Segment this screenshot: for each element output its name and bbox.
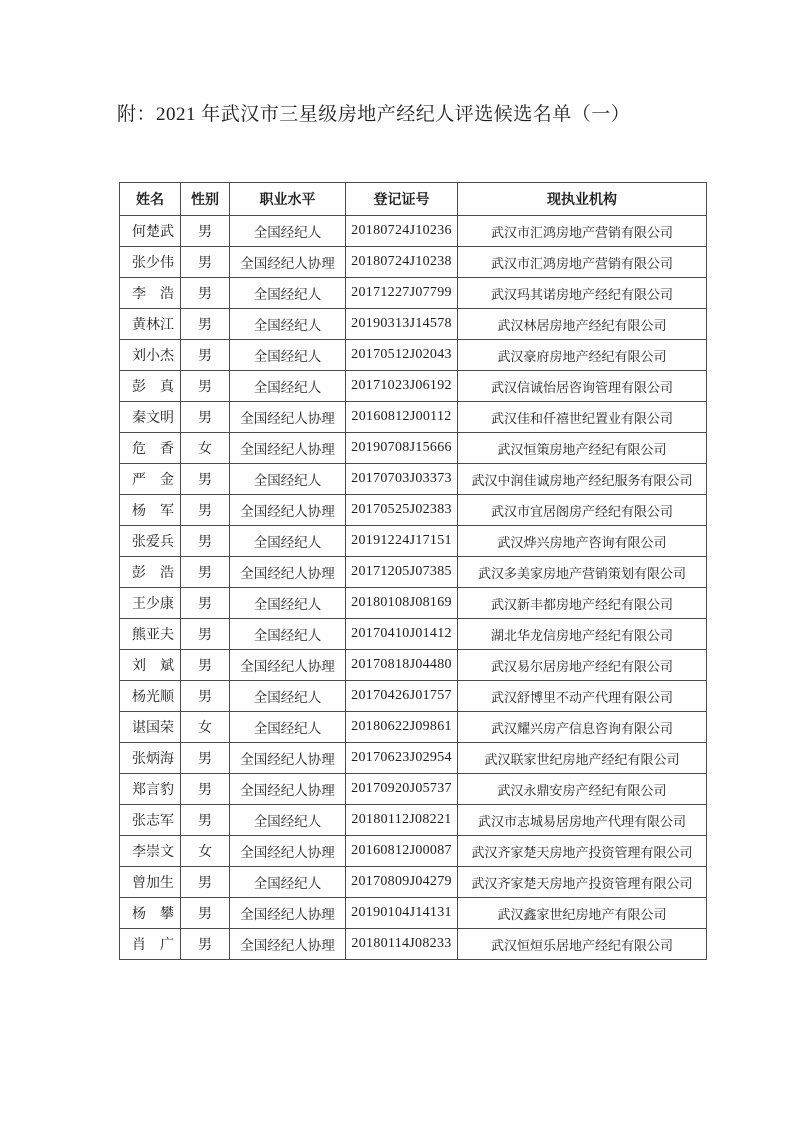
header-cell-level: 职业水平 <box>230 183 346 216</box>
cell-gender: 男 <box>181 216 230 247</box>
table-row <box>120 681 707 712</box>
header-cell-regno: 登记证号 <box>346 183 458 216</box>
cell-gender: 男 <box>181 929 230 960</box>
cell-agency: 武汉联家世纪房地产经纪有限公司 <box>458 743 707 774</box>
cell-agency: 武汉多美家房地产营销策划有限公司 <box>458 557 707 588</box>
cell-regno: 20170623J02954 <box>346 743 458 774</box>
cell-gender: 男 <box>181 309 230 340</box>
cell-level: 全国经纪人协理 <box>230 650 346 681</box>
cell-regno: 20180724J10236 <box>346 216 458 247</box>
cell-gender: 男 <box>181 402 230 433</box>
cell-gender: 女 <box>181 433 230 464</box>
cell-agency: 武汉玛其诺房地产经纪有限公司 <box>458 278 707 309</box>
cell-agency: 武汉市汇鸿房地产营销有限公司 <box>458 247 707 278</box>
table-row <box>120 371 707 402</box>
cell-gender: 男 <box>181 898 230 929</box>
cell-name: 刘小杰 <box>120 340 181 371</box>
cell-gender: 男 <box>181 681 230 712</box>
cell-name: 张志军 <box>120 805 181 836</box>
cell-regno: 20170818J04480 <box>346 650 458 681</box>
cell-name: 杨 攀 <box>120 898 181 929</box>
cell-agency: 武汉耀兴房产信息咨询有限公司 <box>458 712 707 743</box>
cell-name: 张爱兵 <box>120 526 181 557</box>
cell-name: 郑言豹 <box>120 774 181 805</box>
cell-name: 严 金 <box>120 464 181 495</box>
cell-name: 肖 广 <box>120 929 181 960</box>
cell-agency: 武汉舒博里不动产代理有限公司 <box>458 681 707 712</box>
cell-name: 王少康 <box>120 588 181 619</box>
cell-regno: 20160812J00112 <box>346 402 458 433</box>
cell-regno: 20180108J08169 <box>346 588 458 619</box>
cell-regno: 20171227J07799 <box>346 278 458 309</box>
table-row <box>120 929 707 960</box>
cell-agency: 武汉烨兴房地产咨询有限公司 <box>458 526 707 557</box>
table-row <box>120 433 707 464</box>
cell-regno: 20190313J14578 <box>346 309 458 340</box>
cell-level: 全国经纪人 <box>230 309 346 340</box>
cell-gender: 男 <box>181 588 230 619</box>
cell-level: 全国经纪人 <box>230 371 346 402</box>
table-row <box>120 495 707 526</box>
cell-level: 全国经纪人协理 <box>230 402 346 433</box>
cell-level: 全国经纪人协理 <box>230 836 346 867</box>
cell-agency: 武汉恒策房地产经纪有限公司 <box>458 433 707 464</box>
table-row <box>120 557 707 588</box>
table-row <box>120 216 707 247</box>
cell-level: 全国经纪人 <box>230 464 346 495</box>
table-row <box>120 278 707 309</box>
cell-level: 全国经纪人 <box>230 867 346 898</box>
table-row <box>120 650 707 681</box>
cell-name: 黄林江 <box>120 309 181 340</box>
table-row <box>120 774 707 805</box>
cell-agency: 武汉林居房地产经纪有限公司 <box>458 309 707 340</box>
cell-regno: 20170809J04279 <box>346 867 458 898</box>
cell-agency: 湖北华龙信房地产经纪有限公司 <box>458 619 707 650</box>
table-row <box>120 805 707 836</box>
header-cell-gender: 性别 <box>181 183 230 216</box>
cell-name: 张炳海 <box>120 743 181 774</box>
candidate-table-header <box>120 183 707 216</box>
table-row <box>120 898 707 929</box>
cell-level: 全国经纪人 <box>230 340 346 371</box>
cell-gender: 男 <box>181 619 230 650</box>
cell-level: 全国经纪人协理 <box>230 495 346 526</box>
cell-level: 全国经纪人协理 <box>230 247 346 278</box>
cell-level: 全国经纪人协理 <box>230 929 346 960</box>
page-title: 附：2021 年武汉市三星级房地产经纪人评选候选名单（一） <box>117 104 631 125</box>
cell-gender: 男 <box>181 743 230 774</box>
cell-name: 何楚武 <box>120 216 181 247</box>
cell-agency: 武汉齐家楚天房地产投资管理有限公司 <box>458 836 707 867</box>
cell-name: 谌国荣 <box>120 712 181 743</box>
cell-agency: 武汉齐家楚天房地产投资管理有限公司 <box>458 867 707 898</box>
cell-level: 全国经纪人 <box>230 588 346 619</box>
cell-regno: 20180724J10238 <box>346 247 458 278</box>
table-row <box>120 309 707 340</box>
cell-regno: 20160812J00087 <box>346 836 458 867</box>
cell-agency: 武汉易尔居房地产经纪有限公司 <box>458 650 707 681</box>
cell-name: 李崇文 <box>120 836 181 867</box>
cell-agency: 武汉恒烜乐居地产经纪有限公司 <box>458 929 707 960</box>
cell-regno: 20170410J01412 <box>346 619 458 650</box>
cell-gender: 女 <box>181 836 230 867</box>
table-row <box>120 867 707 898</box>
cell-level: 全国经纪人 <box>230 712 346 743</box>
cell-agency: 武汉豪府房地产经纪有限公司 <box>458 340 707 371</box>
cell-level: 全国经纪人协理 <box>230 557 346 588</box>
cell-gender: 男 <box>181 867 230 898</box>
cell-gender: 男 <box>181 650 230 681</box>
cell-regno: 20190708J15666 <box>346 433 458 464</box>
cell-regno: 20180112J08221 <box>346 805 458 836</box>
cell-regno: 20171023J06192 <box>346 371 458 402</box>
cell-agency: 武汉信诚怡居咨询管理有限公司 <box>458 371 707 402</box>
cell-regno: 20171205J07385 <box>346 557 458 588</box>
header-cell-name: 姓名 <box>120 183 181 216</box>
cell-gender: 男 <box>181 247 230 278</box>
table-row <box>120 526 707 557</box>
cell-gender: 男 <box>181 495 230 526</box>
cell-agency: 武汉鑫家世纪房地产有限公司 <box>458 898 707 929</box>
cell-name: 李 浩 <box>120 278 181 309</box>
cell-agency: 武汉新丰都房地产经纪有限公司 <box>458 588 707 619</box>
cell-name: 彭 真 <box>120 371 181 402</box>
cell-level: 全国经纪人 <box>230 278 346 309</box>
candidate-table <box>119 182 707 960</box>
cell-level: 全国经纪人 <box>230 619 346 650</box>
cell-agency: 武汉中润佳诚房地产经纪服务有限公司 <box>458 464 707 495</box>
cell-level: 全国经纪人 <box>230 805 346 836</box>
cell-name: 刘 斌 <box>120 650 181 681</box>
cell-agency: 武汉佳和仟禧世纪置业有限公司 <box>458 402 707 433</box>
table-row <box>120 743 707 774</box>
cell-name: 曾加生 <box>120 867 181 898</box>
cell-name: 彭 浩 <box>120 557 181 588</box>
header-row <box>120 183 707 216</box>
table-row <box>120 588 707 619</box>
cell-level: 全国经纪人 <box>230 526 346 557</box>
cell-gender: 男 <box>181 526 230 557</box>
cell-name: 张少伟 <box>120 247 181 278</box>
cell-regno: 20170426J01757 <box>346 681 458 712</box>
cell-gender: 女 <box>181 712 230 743</box>
cell-gender: 男 <box>181 464 230 495</box>
cell-agency: 武汉市宜居阁房产经纪有限公司 <box>458 495 707 526</box>
table-row <box>120 619 707 650</box>
cell-regno: 20191224J17151 <box>346 526 458 557</box>
cell-level: 全国经纪人协理 <box>230 898 346 929</box>
cell-gender: 男 <box>181 371 230 402</box>
cell-gender: 男 <box>181 774 230 805</box>
cell-regno: 20180622J09861 <box>346 712 458 743</box>
cell-level: 全国经纪人 <box>230 216 346 247</box>
cell-gender: 男 <box>181 805 230 836</box>
cell-regno: 20170703J03373 <box>346 464 458 495</box>
table-row <box>120 247 707 278</box>
table-row <box>120 464 707 495</box>
cell-name: 杨光顺 <box>120 681 181 712</box>
cell-regno: 20180114J08233 <box>346 929 458 960</box>
cell-agency: 武汉市志城易居房地产代理有限公司 <box>458 805 707 836</box>
table-row <box>120 836 707 867</box>
header-cell-agency: 现执业机构 <box>458 183 707 216</box>
cell-gender: 男 <box>181 278 230 309</box>
cell-regno: 20190104J14131 <box>346 898 458 929</box>
cell-agency: 武汉市汇鸿房地产营销有限公司 <box>458 216 707 247</box>
cell-name: 熊亚夫 <box>120 619 181 650</box>
cell-level: 全国经纪人 <box>230 681 346 712</box>
table-row <box>120 340 707 371</box>
table-row <box>120 402 707 433</box>
cell-level: 全国经纪人协理 <box>230 774 346 805</box>
table-row <box>120 712 707 743</box>
cell-gender: 男 <box>181 557 230 588</box>
cell-level: 全国经纪人协理 <box>230 743 346 774</box>
cell-gender: 男 <box>181 340 230 371</box>
cell-level: 全国经纪人协理 <box>230 433 346 464</box>
cell-regno: 20170512J02043 <box>346 340 458 371</box>
cell-agency: 武汉永鼎安房产经纪有限公司 <box>458 774 707 805</box>
cell-name: 危 香 <box>120 433 181 464</box>
cell-regno: 20170920J05737 <box>346 774 458 805</box>
cell-name: 杨 军 <box>120 495 181 526</box>
candidate-table-body <box>120 216 707 960</box>
cell-regno: 20170525J02383 <box>346 495 458 526</box>
cell-name: 秦文明 <box>120 402 181 433</box>
